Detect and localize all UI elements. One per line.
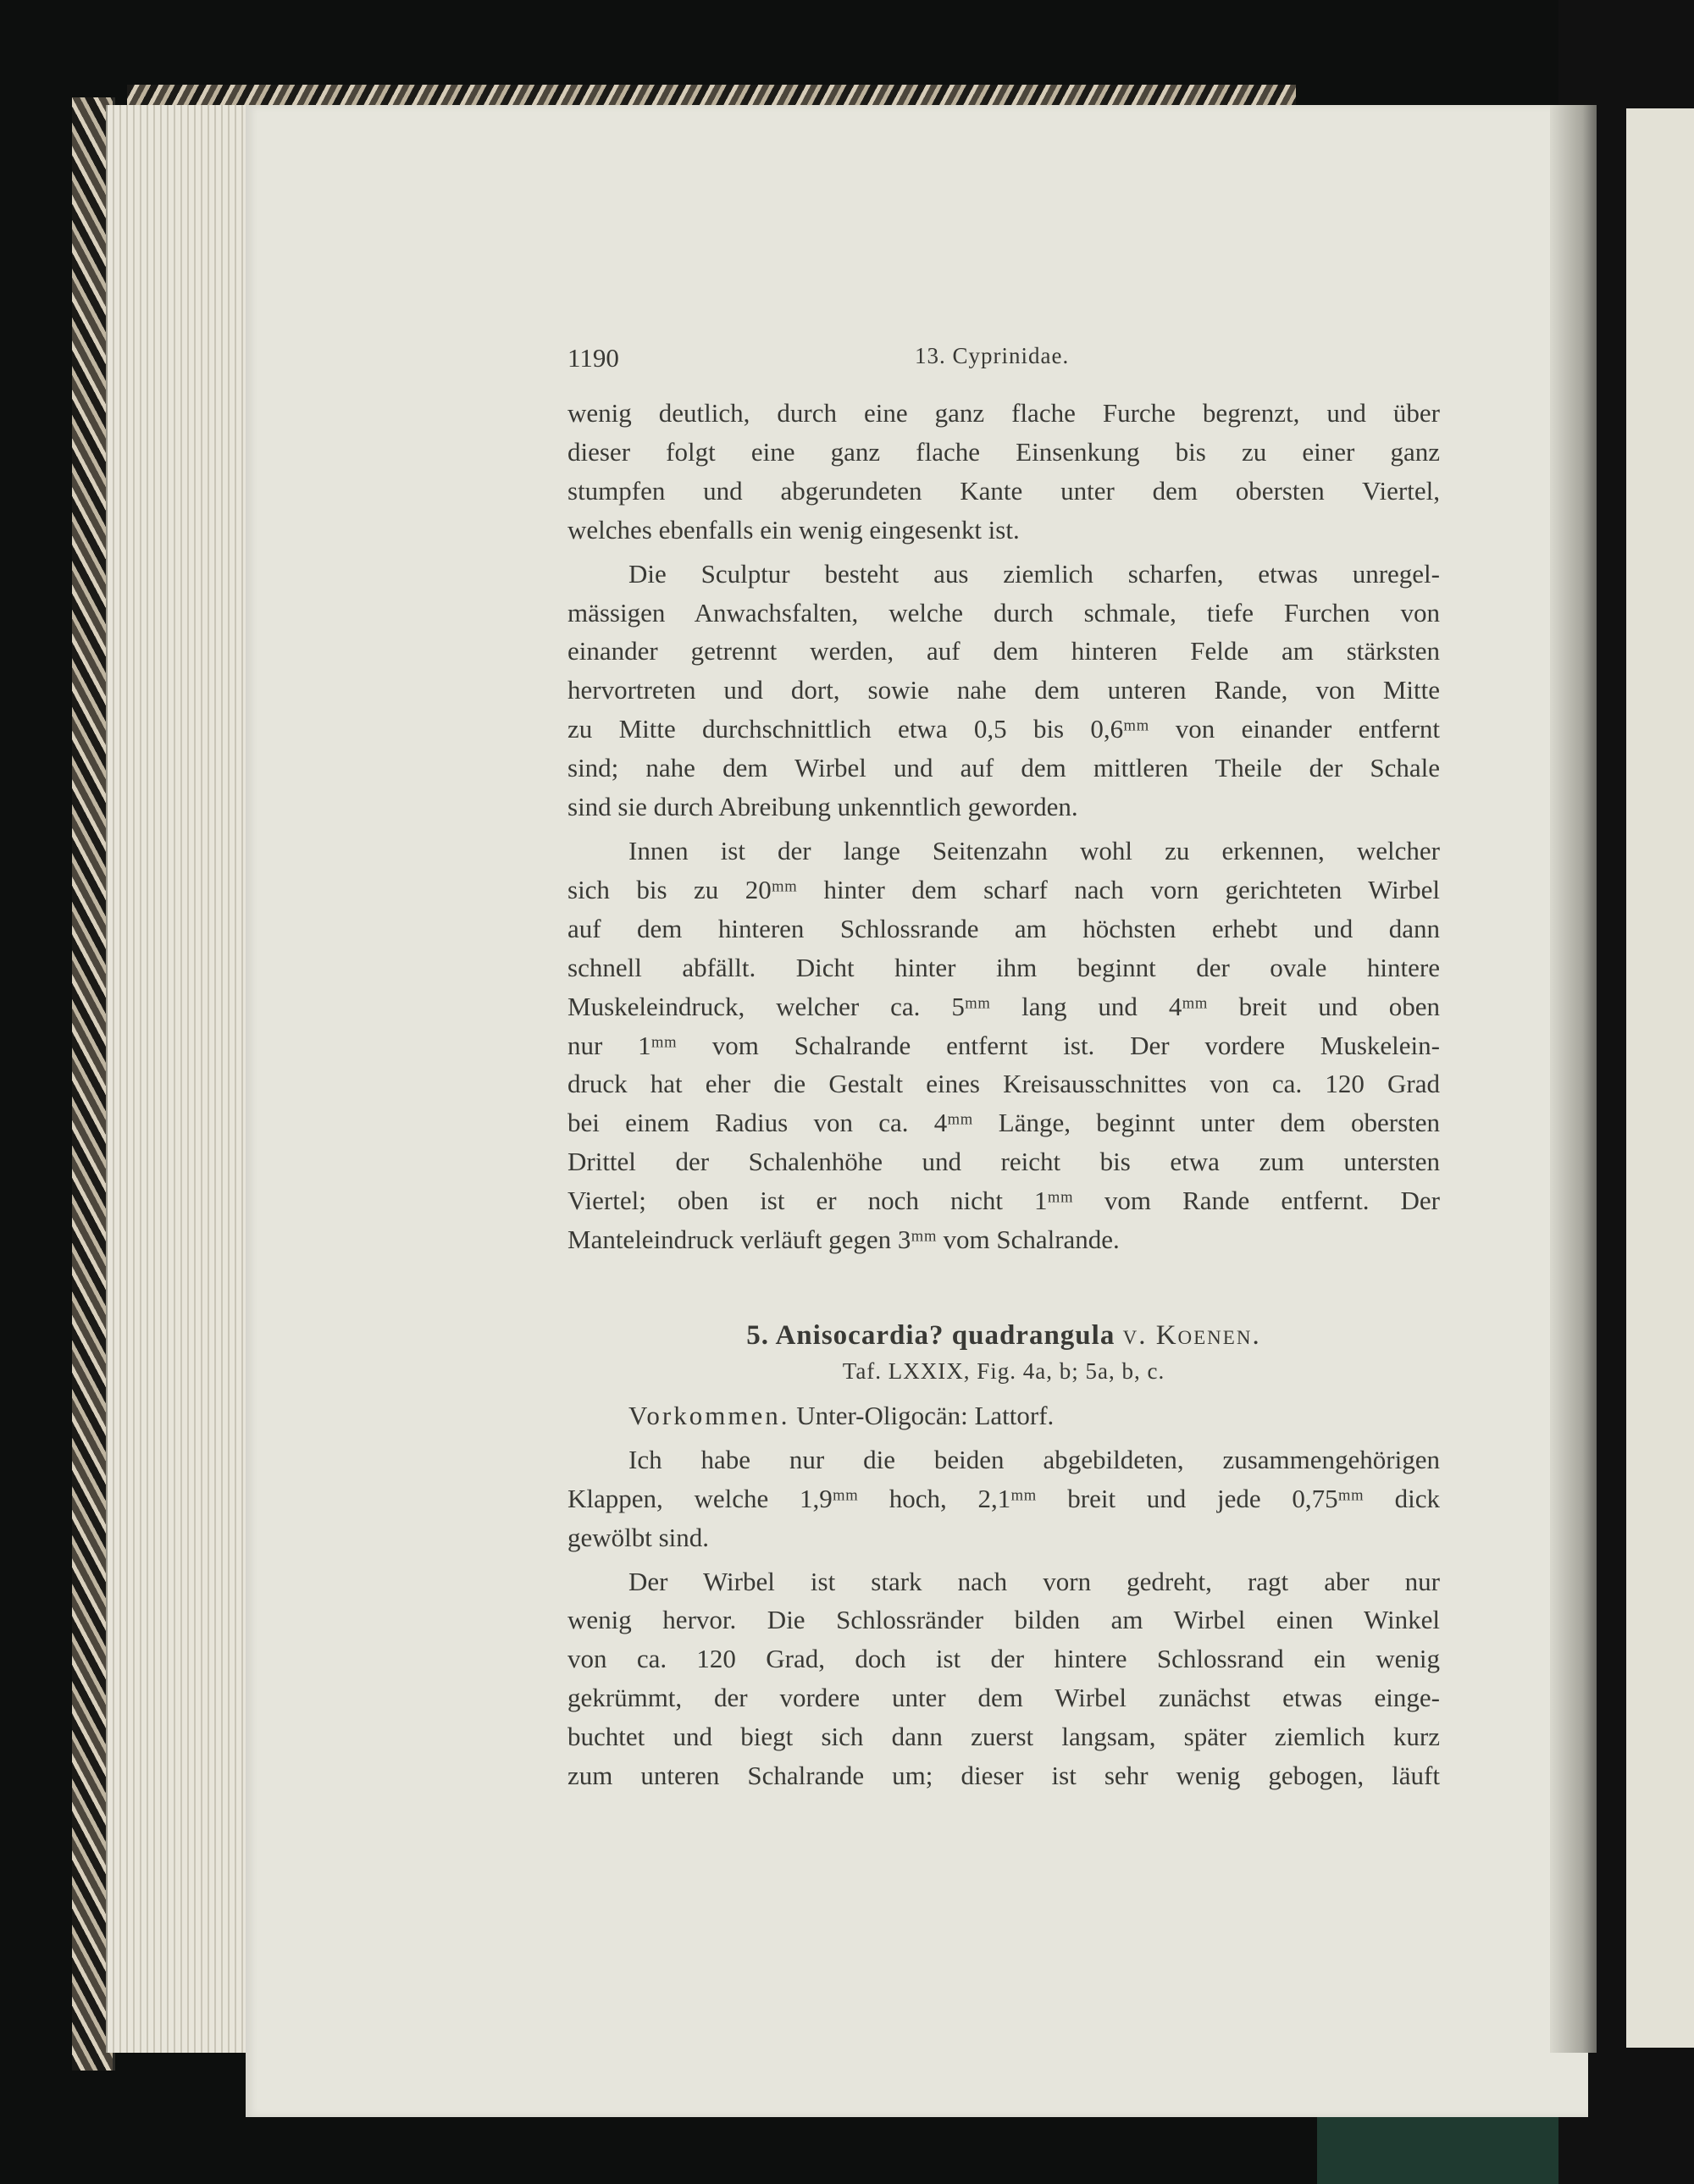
text-line: dieser folgt eine ganz flache Einsenkung bis zu einer ganz xyxy=(567,436,1440,467)
page-gutter xyxy=(1550,105,1597,2053)
text-line: Die Sculptur besteht aus ziemlich scharfen, etwas unregel- xyxy=(628,558,1440,589)
page-text-block xyxy=(567,343,1440,1800)
running-head: 13. Cyprinidae. xyxy=(915,343,1070,368)
page-number: 1190 xyxy=(567,343,619,373)
paragraph xyxy=(567,1562,1440,1795)
text-line: bei einem Radius von ca. 4ᵐᵐ Länge, beginnt unter dem obersten xyxy=(567,1108,1440,1138)
text-line: stumpfen und abgerundeten Kante unter dem obersten Viertel, xyxy=(567,475,1440,506)
text-line: welches ebenfalls ein wenig eingesenkt ist. xyxy=(567,514,1020,545)
occurrence-line xyxy=(567,1396,1440,1435)
text-line: buchtet und biegt sich dann zuerst langsam, später ziemlich kurz xyxy=(567,1722,1440,1752)
text-line: zu Mitte durchschnittlich etwa 0,5 bis 0,6ᵐᵐ von einander entfernt xyxy=(567,714,1440,744)
text-line: wenig deutlich, durch eine ganz flache Furche begrenzt, und über xyxy=(567,398,1440,428)
text-line: sich bis zu 20ᵐᵐ hinter dem scharf nach vorn gerichteten Wirbel xyxy=(567,874,1440,904)
occurrence-label: Vorkommen. xyxy=(628,1400,790,1430)
text-line: mässigen Anwachsfalten, welche durch schmale, tiefe Furchen von xyxy=(567,597,1440,628)
paragraph xyxy=(567,394,1440,550)
plate-reference: Taf. LXXIX, Fig. 4a, b; 5a, b, c. xyxy=(842,1357,1165,1384)
paragraph xyxy=(567,555,1440,827)
section-heading xyxy=(567,1320,1440,1352)
text-line: Viertel; oben ist er noch nicht 1ᵐᵐ vom Rande entfernt. Der xyxy=(567,1186,1440,1216)
text-line: auf dem hinteren Schlossrande am höchsten erhebt und dann xyxy=(567,913,1440,943)
text-line: wenig hervor. Die Schlossränder bilden am Wirbel einen Winkel xyxy=(567,1605,1440,1635)
page-header xyxy=(567,343,1440,394)
text-line: zum unteren Schalrande um; dieser ist sehr wenig gebogen, läuft xyxy=(567,1761,1440,1791)
facing-page-edge xyxy=(1626,108,1694,2048)
text-line: gewölbt sind. xyxy=(567,1522,710,1552)
text-line: Klappen, welche 1,9ᵐᵐ hoch, 2,1ᵐᵐ breit und jede 0,75ᵐᵐ dick xyxy=(567,1483,1440,1513)
text-line: nur 1ᵐᵐ vom Schalrande entfernt ist. Der vordere Muskelein- xyxy=(567,1030,1440,1060)
species-author: v. Koenen. xyxy=(1122,1319,1261,1351)
text-line: Der Wirbel ist stark nach vorn gedreht, ragt aber nur xyxy=(628,1566,1440,1596)
text-line: schnell abfällt. Dicht hinter ihm beginnt der ovale hintere xyxy=(567,952,1440,982)
occurrence-value: Unter-Oligocän: Lattorf. xyxy=(796,1400,1055,1430)
text-line: einander getrennt werden, auf dem hinteren Felde am stärksten xyxy=(567,636,1440,666)
text-line: Innen ist der lange Seitenzahn wohl zu erkennen, welcher xyxy=(628,835,1440,865)
species-title: 5. Anisocardia? quadrangula xyxy=(746,1319,1115,1351)
text-line: hervortreten und dort, sowie nahe dem unteren Rande, von Mitte xyxy=(567,675,1440,705)
text-line: Drittel der Schalenhöhe und reicht bis etwa zum untersten xyxy=(567,1147,1440,1177)
paragraph xyxy=(567,1440,1440,1557)
text-line: sind sie durch Abreibung unkenntlich geworden. xyxy=(567,792,1078,822)
paragraph xyxy=(567,832,1440,1259)
text-line: von ca. 120 Grad, doch ist der hintere Schlossrand ein wenig xyxy=(567,1644,1440,1674)
text-line: gekrümmt, der vordere unter dem Wirbel zunächst etwas einge- xyxy=(567,1683,1440,1713)
text-line: sind; nahe dem Wirbel und auf dem mittleren Theile der Schale xyxy=(567,753,1440,783)
text-line: Muskeleindruck, welcher ca. 5ᵐᵐ lang und 4ᵐᵐ breit und oben xyxy=(567,991,1440,1021)
page-stack-edges xyxy=(106,105,260,2053)
text-line: druck hat eher die Gestalt eines Kreisausschnittes von ca. 120 Grad xyxy=(567,1069,1440,1099)
text-line: Ich habe nur die beiden abgebildeten, zusammengehörigen xyxy=(628,1444,1440,1474)
text-line: Manteleindruck verläuft gegen 3ᵐᵐ vom Schalrande. xyxy=(567,1225,1120,1255)
